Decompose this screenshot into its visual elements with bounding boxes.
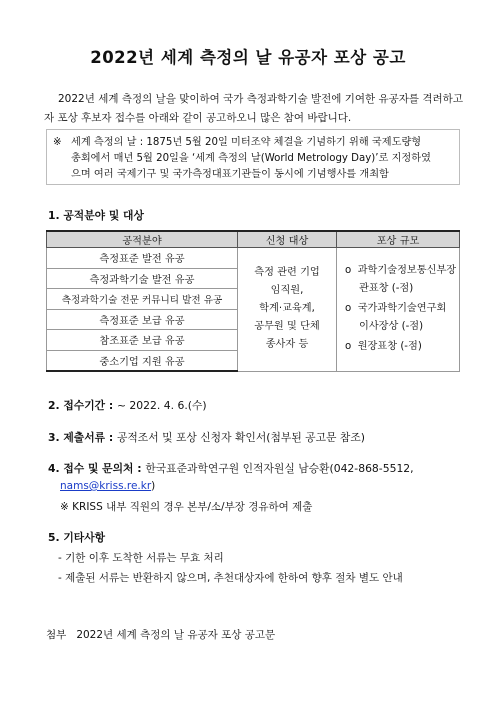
table-row <box>47 248 460 269</box>
section3-heading: 3. 제출서류 : <box>48 431 114 444</box>
target-cell <box>238 248 337 372</box>
section1-heading: 1. 공적분야 및 대상 <box>48 209 144 222</box>
page-title: 2022년 세계 측정의 날 유공자 포상 공고 <box>90 48 406 67</box>
section2 <box>48 398 207 413</box>
section4-email-line: nams@kriss.re.kr) <box>60 480 156 492</box>
section2-heading: 2. 접수기간 : <box>48 399 114 412</box>
section5-heading: 5. 기타사항 <box>48 531 106 544</box>
section3-value: 공적조서 및 포상 신청자 확인서(첨부된 공고문 참조) <box>116 431 365 444</box>
awards-table <box>46 230 460 372</box>
section4-value: 한국표준과학연구원 인적자원실 남승환(042-868-5512, <box>145 462 414 475</box>
attachment-label: 첨부 <box>46 629 67 641</box>
intro-paragraph: 2022년 세계 측정의 날을 맞이하여 국가 측정과학기술 발전에 기여한 유공자를 격려하고자 포상 후보자 접수를 아래와 같이 공고하오니 많은 참여 바랍니다. <box>44 93 463 124</box>
target-line: 종사자 등 <box>265 339 309 351</box>
section2-value: ~ 2022. 4. 6.(수) <box>116 399 207 412</box>
award-item: o 국가과학기술연구회 이사장상 (-점) <box>345 303 447 333</box>
section4-note: ※ KRISS 내부 직원의 경우 본부/소/부장 경유하여 제출 <box>60 501 313 513</box>
award-cell <box>337 248 460 372</box>
header-target: 신청 대상 <box>238 231 337 248</box>
section5-item: - 기한 이후 도착한 서류는 무효 처리 <box>58 552 224 564</box>
award-item: o 원장표창 (-점) <box>345 341 422 353</box>
field-cell: 측정과학기술 발전 유공 <box>47 268 238 289</box>
section3 <box>48 430 365 445</box>
table-header-row <box>47 231 460 248</box>
field-cell: 참조표준 보급 유공 <box>47 330 238 351</box>
target-line: 학계·교육계, <box>259 303 315 315</box>
section5-item: - 제출된 서류는 반환하지 않으며, 추천대상자에 한하여 향후 절차 별도 안내 <box>58 572 403 584</box>
attachment-text: 2022년 세계 측정의 날 유공자 포상 공고문 <box>76 629 276 641</box>
section4-heading: 4. 접수 및 문의처 : <box>48 462 142 475</box>
target-line: 임직원, <box>270 285 304 297</box>
header-award: 포상 규모 <box>337 231 460 248</box>
field-cell: 측정표준 보급 유공 <box>47 309 238 330</box>
attachment-line <box>46 627 275 642</box>
note-box <box>46 129 460 185</box>
target-line: 측정 관련 기업 <box>254 267 320 279</box>
note-mark: ※ <box>53 137 62 148</box>
note-line: 세계 측정의 날 : 1875년 5월 20일 미터조약 체결을 기념하기 위해 국제도량형 <box>71 137 422 148</box>
field-cell: 중소기업 지원 유공 <box>47 350 238 371</box>
award-item: o 과학기술정보통신부장관표창 (-점) <box>345 265 457 295</box>
section4 <box>48 461 414 476</box>
note-line: 총회에서 매년 5월 20일을 ‘세계 측정의 날(World Metrology Day)’로 지정하였 <box>71 153 431 164</box>
field-cell: 측정표준 발전 유공 <box>47 248 238 269</box>
note-line: 으며 여러 국제기구 및 국가측정대표기관들이 동시에 기념행사를 개최함 <box>71 169 389 180</box>
target-line: 공무원 및 단체 <box>254 321 320 333</box>
field-cell: 측정과학기술 전문 커뮤니티 발전 유공 <box>47 289 238 310</box>
email-link[interactable]: nams@kriss.re.kr <box>60 480 152 492</box>
header-field: 공적분야 <box>47 231 238 248</box>
